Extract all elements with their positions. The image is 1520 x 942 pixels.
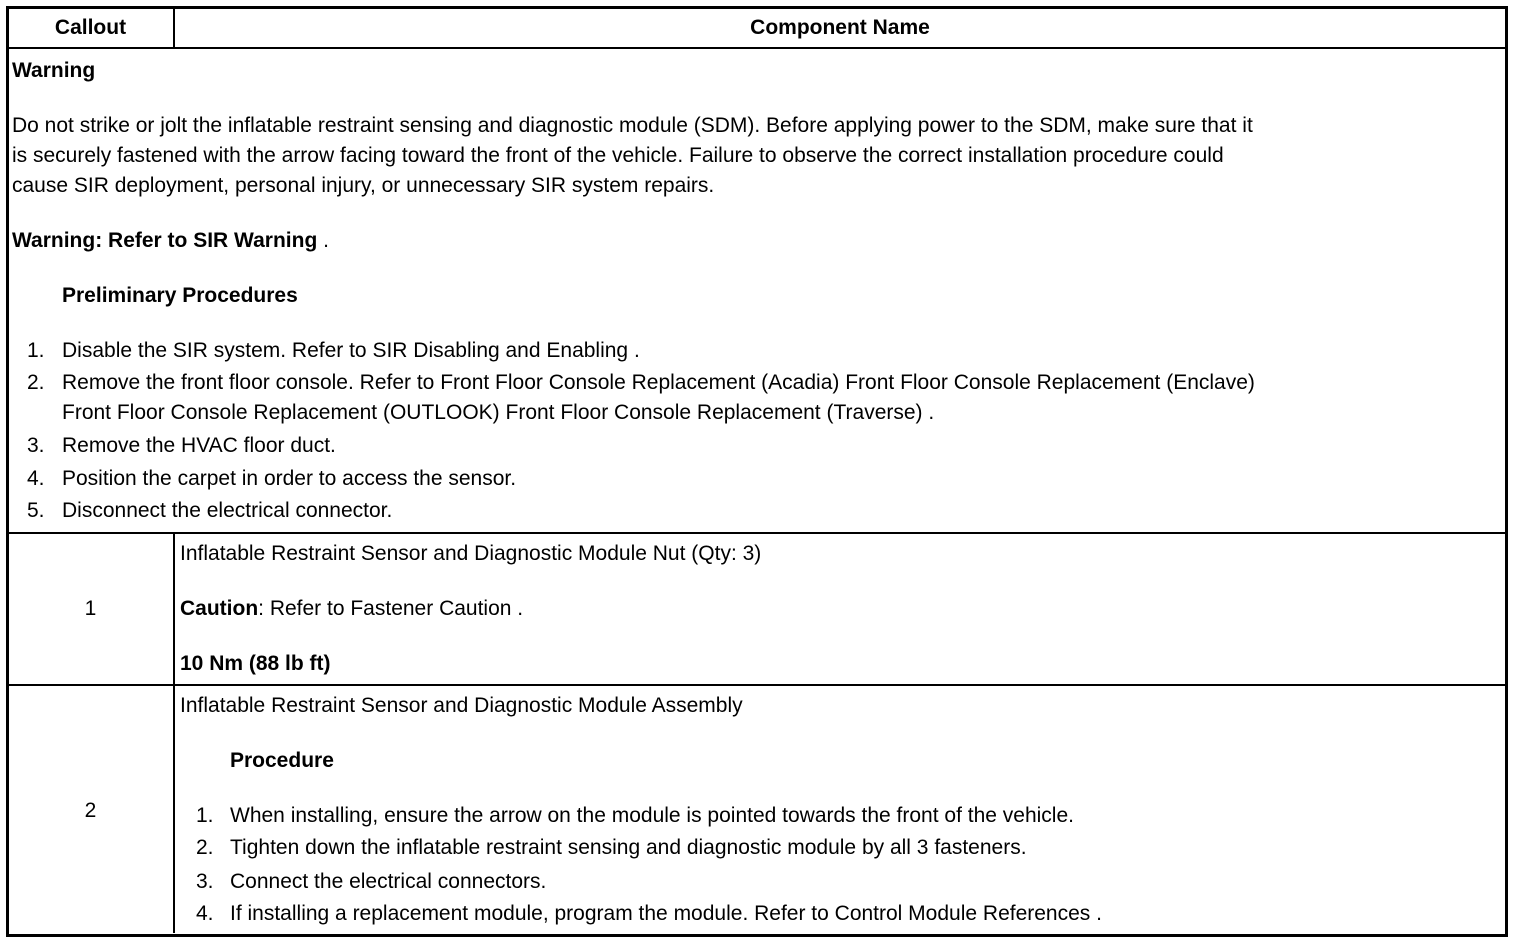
preliminary-procedures-title: Preliminary Procedures	[62, 284, 298, 307]
console-traverse-link[interactable]: Front Floor Console Replacement (Traverse)	[505, 401, 923, 424]
refer-prefix: Warning: Refer to	[12, 229, 194, 252]
row-divider	[8, 684, 1506, 686]
step-number: 2.	[27, 371, 45, 394]
caution-line	[180, 594, 523, 624]
sir-warning-link[interactable]: SIR Warning	[193, 229, 318, 252]
procedure-title: Procedure	[230, 749, 334, 772]
sir-warning-reference	[12, 226, 329, 256]
step-number: 1.	[27, 339, 45, 362]
console-enclave-link[interactable]: Front Floor Console Replacement (Enclave)	[845, 371, 1255, 394]
warning-title: Warning	[12, 59, 96, 82]
header-divider	[8, 47, 1506, 49]
component-name: Inflatable Restraint Sensor and Diagnostic Module Nut (Qty: 3)	[180, 542, 762, 565]
header-callout: Callout	[54, 16, 127, 39]
step-text: Connect the electrical connectors.	[230, 870, 547, 893]
fastener-caution-link[interactable]: Fastener Caution	[350, 597, 512, 620]
step-text: Remove the HVAC floor duct.	[62, 434, 336, 457]
step-text: When installing, ensure the arrow on the module is pointed towards the front of the vehicle.	[230, 804, 1074, 827]
step-text	[62, 398, 934, 428]
step-text-post: .	[1090, 902, 1102, 925]
step-number: 5.	[27, 499, 45, 522]
caution-label: Caution	[180, 597, 259, 620]
step-number: 2.	[196, 836, 214, 859]
step-text: Tighten down the inflatable restraint sensing and diagnostic module by all 3 fasteners.	[230, 836, 1027, 859]
warning-text-line: cause SIR deployment, personal injury, or unnecessary SIR system repairs.	[12, 174, 715, 197]
console-outlook-link[interactable]: Front Floor Console Replacement (OUTLOOK)	[62, 401, 500, 424]
column-divider	[173, 533, 175, 933]
component-name: Inflatable Restraint Sensor and Diagnostic Module Assembly	[180, 694, 743, 717]
warning-text-line: Do not strike or jolt the inflatable restraint sensing and diagnostic module (SDM). Before applying power to the SDM, make sure that it	[12, 114, 1253, 137]
step-text: Position the carpet in order to access the sensor.	[62, 467, 517, 490]
step-text	[62, 336, 640, 366]
callout-number: 2	[84, 799, 97, 822]
step-text: Disconnect the electrical connector.	[62, 499, 393, 522]
step-text-pre: Remove the front floor console. Refer to	[62, 371, 441, 394]
step-number: 3.	[196, 870, 214, 893]
step-text-pre: If installing a replacement module, program the module. Refer to	[230, 902, 835, 925]
step-text	[230, 899, 1102, 929]
step-text-post: .	[922, 401, 935, 424]
caution-suffix: .	[511, 597, 524, 620]
step-text-pre: Disable the SIR system. Refer to	[62, 339, 373, 362]
refer-suffix: .	[317, 229, 329, 252]
sir-disabling-link[interactable]: SIR Disabling and Enabling	[372, 339, 629, 362]
step-text	[62, 368, 1255, 398]
console-acadia-link[interactable]: Front Floor Console Replacement (Acadia)	[440, 371, 840, 394]
step-number: 1.	[196, 804, 214, 827]
control-module-references-link[interactable]: Control Module References	[834, 902, 1091, 925]
step-number: 4.	[196, 902, 214, 925]
header-component-name: Component Name	[750, 16, 930, 39]
step-number: 3.	[27, 434, 45, 457]
caution-text: : Refer to	[258, 597, 351, 620]
row-divider	[8, 532, 1506, 534]
step-text-post: .	[628, 339, 640, 362]
callout-number: 1	[84, 597, 97, 620]
torque-spec: 10 Nm (88 lb ft)	[180, 652, 331, 675]
step-number: 4.	[27, 467, 45, 490]
warning-text-line: is securely fastened with the arrow facing toward the front of the vehicle. Failure to observe the correct installation procedure could	[12, 144, 1224, 167]
